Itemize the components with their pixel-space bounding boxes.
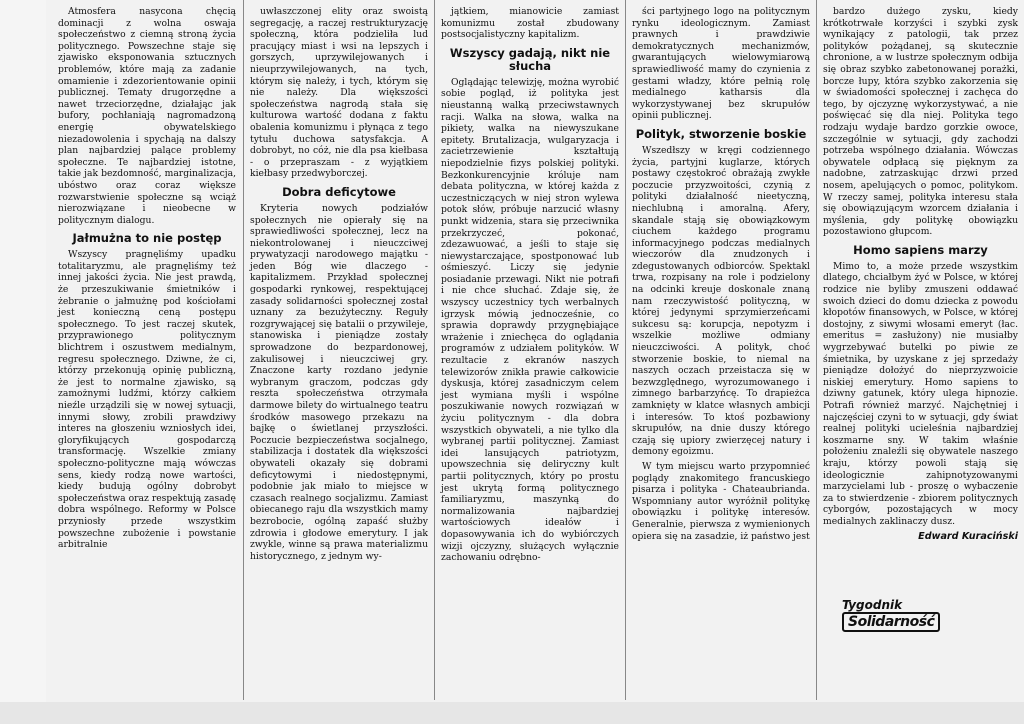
paragraph: Wszedłszy w kręgi codziennego życia, partyjni kuglarze, których postawy częstokroć obrażają zwykłe poczucie przyzwoitości, czynią z polityki działalność nieetyczną, niechlubną i amoralną. Afery, skandale stają się obowiązkowym ciuchem każdego programu informacyjnego podczas medialnych wieczorów dla znudzonych i zdegustowanych odbiorców. Spektakl trwa, rozpisany na role i podzielony na odcinki kreuje doskonale znaną nam rzeczywistość polityczną, w której jedynymi sprzymierzeńcami sukcesu są: korupcja, nepotyzm i wszelkie możliwe odmiany nieuczciwości. A polityk, choć stworzenie boskie, to niemal na naszych oczach przeistacza się w bezwzględnego, wyrozumowanego i zimnego barbarzyńcę. To drapieżca zamknięty w klatce własnych ambicji i interesów. To ktoś pozbawiony skrupułów, na dnie duszy którego czają się upiory zwierzęcej natury i demony egoizmu.	[632, 144, 810, 458]
logo-line-2: Solidarność	[842, 612, 940, 632]
logo-line-1: Tygodnik	[842, 598, 903, 612]
paragraph: ści partyjnego logo na politycznym rynku ideologicznym. Zamiast prawnych i prawdziwie demokratycznych mechanizmów, gwarantujących wielowymiarową sprawiedliwość mamy do czynienia z gestami władzy, które pełnią rolę medialnego katharsis dla wykorzystywanej bez skrupułów opinii publicznej.	[632, 6, 810, 122]
author-signature: Edward Kuraciński	[918, 530, 1018, 542]
subheading-dobra-deficytowe: Dobra deficytowe	[282, 184, 396, 199]
subheading-jalmuzna: Jałmużna to nie postęp	[72, 231, 222, 246]
tygodnik-solidarnosc-logo	[842, 598, 940, 632]
paragraph: Wszyscy pragnęliśmy upadku totalitaryzmu, ale pragnęliśmy też innej jakości życia. Nie jest prawdą, że przeszukiwanie śmietników i żebranie o jałmużnę pod kościołami jest konieczną ceną postępu społecznego. To jest raczej skutek, przyprawionego politycznym blichtrem i oszustwem medialnym, regresu społecznego. Dziwne, że ci, którzy przekonują opinię publiczną, że jest to normalne zjawisko, są zamożnymi ludźmi, którzy całkiem nieźle urządzili się w nowej sytuacji, innymi słowy, zrobili prawdziwy interes na głoszeniu wzniosłych idei, gloryfikujących gospodarczą transformację. Wszelkie zmiany społeczno-polityczne mają wówczas sens, kiedy rodzą nowe wartości, kiedy budują ogólny dobrobyt społeczeństwa oraz respektują zasadę dobra wspólnego. Reformy w Polsce przyniosły przede wszystkim powszechne zubożenie i powstanie arbitralnie	[58, 249, 236, 551]
subheading-homo-sapiens: Homo sapiens marzy	[853, 242, 988, 257]
paragraph: Mimo to, a może przede wszystkim dlatego, chciałbym żyć w Polsce, w której rodzice nie byliby zmuszeni oddawać swoich dzieci do domu dziecka z powodu kłopotów finansowych, w Polsce, w której dostojny, z siwymi włosami emeryt (łac. emeritus = zasłużony) nie musiałby wygrzebywać butelki po piwie ze śmietnika, by uzyskane z jej sprzedaży pieniądze dołożyć do nieprzyzwoicie niskiej emerytury. Homo sapiens to dziwny gatunek, który ulega hipnozie. Potrafi również marzyć. Najchętniej i najczęściej czyni to w sytuacji, gdy świat realnej polityki ucieleśnia najbardziej koszmarne sny. W takim właśnie położeniu znaleźli się obywatele naszego kraju, którzy powoli stają się ideologicznie zahipnotyzowanymi marzycielami lub - proszę o wybaczenie za to stwierdzenie - zbiorem politycznych cyborgów, pozostających w mocy medialnych zaklinaczy dusz.	[823, 260, 1018, 527]
paragraph: bardzo dużego zysku, kiedy krótkotrwałe korzyści i szybki zysk wynikający z patologii, tak przez polityków pożądanej, są skutecznie chronione, a w lustrze społecznym odbija się obraz szybko zabetonowanej porażki, borcze łupy, która szybko zakorzenia się w świadomości społecznej i zachęca do tego, by ojczyznę wykorzystywać, a nie poświęcać się dla niej. Polityka tego rodzaju wydaje bardzo gorzkie owoce, szczególnie w sytuacji, gdy zachodzi potrzeba wspólnego działania. Wówczas obywatele odpłacą się pięknym za nadobne, zatrzaskując drzwi przed nosem, apelujących o pomoc, politykom. W rzeczy samej, polityka interesu stała się obowiązującym wzorcem działania i myślenia, gdy politykę obowiązku pozostawiono głupcom.	[823, 6, 1018, 238]
article-column-3	[435, 0, 625, 700]
paragraph: Kryteria nowych podziałów społecznych nie opierały się na sprawiedliwości społecznej, lecz na niekontrolowanej i nieuczciwej prywatyzacji narodowego majątku - jeden Bóg wie dlaczego - kapitalizmem. Przykład społecznej gospodarki rynkowej, respektującej zasady solidarności społecznej został uznany za bezużyteczny. Reguły rozgrywającej się batalii o przywileje, stanowiska i pieniądze zostały sprowadzone do bezpardonowej, zakulisowej i nieuczciwej gry. Znaczone karty rozdano jedynie wybranym graczom, podczas gdy reszta społeczeństwa otrzymała darmowe bilety do wirtualnego teatru środków masowego przekazu na bajkę o świetlanej przyszłości. Poczucie bezpieczeństwa socjalnego, stabilizacja i dostatek dla większości obywateli okazały się dobrami deficytowymi i niedostępnymi, podobnie jak miało to miejsce w czasach realnego socjalizmu. Zamiast obiecanego raju dla wszystkich mamy bezrobocie, ogólną zapaść służby zdrowia i głodowe emerytury. I jak zwykle, winne są prawa materializmu historycznego, z jednym wy-	[250, 202, 428, 562]
page-bottom-edge	[0, 702, 1024, 724]
paragraph: uwłaszczonej elity oraz swoistą segregację, a raczej restrukturyzację społeczną, która podzieliła lud pracujący miast i wsi na lepszych i gorszych, uprzywilejowanych i nieuprzywilejowanych, na tych, którym się należy, i tych, którym się nie należy. Dla większości społeczeństwa nagrodą stała się kulturowa wartość dodana z faktu obalenia komunizmu i płynąca z tego tytułu duchowa satysfakcja. A dobrobyt, no cóż, nie dla psa kiełbasa - o przepraszam - z wyjątkiem kiełbasy przedwyborczej.	[250, 6, 428, 180]
paragraph: jątkiem, mianowicie zamiast komunizmu został zbudowany postsocjalistyczny kapitalizm.	[441, 6, 619, 41]
paragraph: Atmosfera nasycona chęcią dominacji z wolna oswaja społeczeństwo z ciemną stroną życia politycznego. Powszechne staje się zjawisko eksponowania sztucznych problemów, które mają za zadanie omamienie i zdezorientowanie opinii publicznej. Tematy drugorzędne a nawet trzeciorzędne, działając jak bufory, pochłaniają nagromadzoną energię obywatelskiego niezadowolenia i spychają na dalszy plan najbardziej palące problemy społeczne. Te najbardziej istotne, takie jak bezdomność, marginalizacja, ubóstwo oraz coraz większe rozwarstwienie społeczne są wciąż nierozwiązane i nieobecne w politycznym dialogu.	[58, 6, 236, 226]
article-column-4	[626, 0, 816, 700]
subheading-polityk: Polityk, stworzenie boskie	[635, 126, 807, 141]
page-left-margin	[0, 0, 46, 724]
paragraph: Oglądając telewizję, można wyrobić sobie pogląd, iż polityka jest nieustanną walką przeciwstawnych racji. Walka na słowa, walka na pikiety, walka na niewyszukane epitety. Brutalizacja, wulgaryzacja i zacietrzewienie kształtują niepodzielnie fizys polskiej polityki. Bezkonkurencyjnie króluje nam debata polityczna, w której każda z uczestniczących w niej stron wylewa potok słów, próbuje narzucić własny punkt widzenia, stara się przeciwnika przekrzyczeć, pokonać, zdezawuować, a jeśli to staje się niewystarczające, spostponować lub ośmieszyć. Liczy się jedynie posiadanie przewagi. Nikt nie potrafi i nie chce słuchać. Zdaje się, że wszyscy uczestnicy tych werbalnych igrzysk mówią jednocześnie, co sprawia doprawdy przygnębiające wrażenie i zniechęca do oglądania programów z udziałem polityków. W rezultacie z ekranów naszych telewizorów znikła prawie całkowicie dyskusja, której zasadniczym celem jest wymiana myśli i wspólne poszukiwanie nowych rozwiązań w życiu politycznym - dla dobra wszystkich obywateli, a nie tylko dla wybranej partii politycznej. Zamiast idei lansujących patriotyzm, upowszechnia się deliryczny kult partii politycznych, który po prostu jest ukrytą formą politycznego familiaryzmu, maszynką do normalizowania najbardziej wartościowych ideałów i dopasowywania ich do wybiórczych wizji ojczyzny, służących wyłącznie zachowaniu odrębno-	[441, 76, 619, 564]
article-column-5	[817, 0, 1024, 600]
paragraph: W tym miejscu warto przypomnieć poglądy znakomitego francuskiego pisarza i polityka - Chateaubrianda. Wspomniany autor wyróżnił politykę obowiązku i politykę interesów. Generalnie, pierwsza z wymienionych opiera się na zasadzie, iż państwo jest	[632, 460, 810, 542]
article-column-1	[52, 0, 242, 700]
subheading-wszyscy-gadaja: Wszyscy gadają, nikt nie słucha	[449, 45, 611, 73]
article-column-2	[244, 0, 434, 700]
